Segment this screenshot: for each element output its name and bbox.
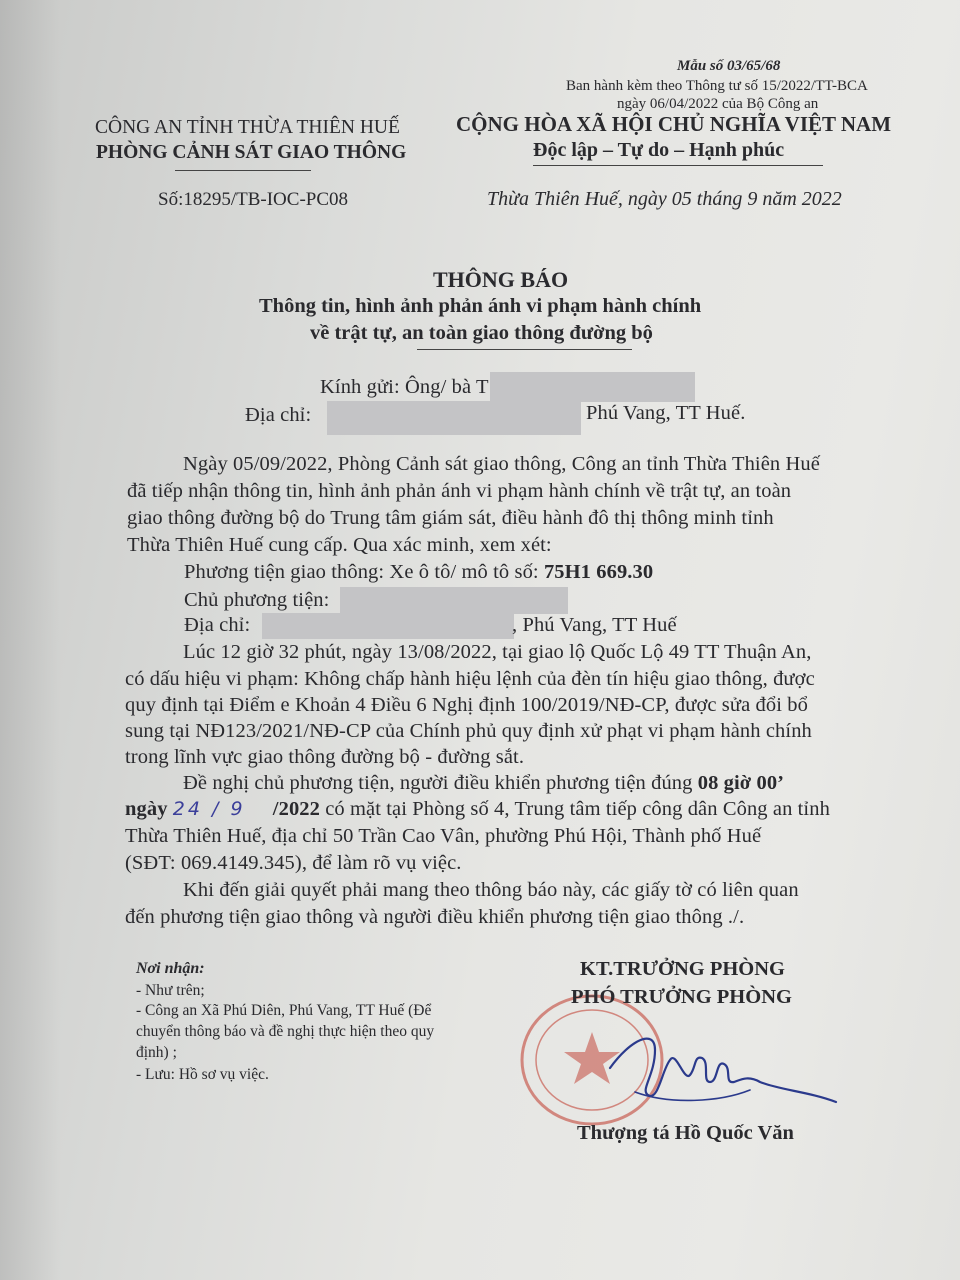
recipients-item-5: - Lưu: Hồ sơ vụ việc. xyxy=(136,1066,269,1083)
p1-line-3: giao thông đường bộ do Trung tâm giám sát, điều hành đô thị thông minh tỉnh xyxy=(127,507,774,529)
signature-name: Thượng tá Hồ Quốc Văn xyxy=(577,1122,794,1144)
vehicle-line xyxy=(184,561,653,584)
recipient-address-label: Địa chỉ: xyxy=(245,404,312,426)
national-title: CỘNG HÒA XÃ HỘI CHỦ NGHĨA VIỆT NAM xyxy=(456,112,892,136)
p2-line-4: sung tại NĐ123/2021/NĐ-CP của Chính phủ quy định xử phạt vi phạm hành chính xyxy=(125,720,812,742)
date-line: Thừa Thiên Huế, ngày 05 tháng 9 năm 2022 xyxy=(487,188,842,210)
motto-underline xyxy=(533,165,823,166)
agency-unit: PHÒNG CẢNH SÁT GIAO THÔNG xyxy=(96,142,407,163)
p4-line-2: đến phương tiện giao thông và người điều khiển phương tiện giao thông ./. xyxy=(125,906,745,928)
form-ref-line2: ngày 06/04/2022 của Bộ Công an xyxy=(617,96,819,112)
p1-line-2: đã tiếp nhận thông tin, hình ảnh phản ánh vi phạm hành chính về trật tự, an toàn xyxy=(127,480,792,502)
handwritten-date: 24 / 9 xyxy=(172,798,246,820)
signature-role-2: PHÓ TRƯỞNG PHÒNG xyxy=(571,986,792,1008)
agency-parent: CÔNG AN TỈNH THỪA THIÊN HUẾ xyxy=(95,117,400,138)
p3-line2-tail: có mặt tại Phòng số 4, Trung tâm tiếp công dân Công an tỉnh xyxy=(320,798,830,820)
form-code: Mẫu số 03/65/68 xyxy=(677,58,781,74)
vehicle-plate: 75H1 669.30 xyxy=(543,561,654,583)
p1-line-1: Ngày 05/09/2022, Phòng Cảnh sát giao thông, Công an tỉnh Thừa Thiên Huế xyxy=(183,453,820,475)
owner-label: Chủ phương tiện: xyxy=(184,589,330,611)
notice-subtitle-1: Thông tin, hình ảnh phản ánh vi phạm hành chính xyxy=(259,295,702,317)
agency-underline xyxy=(175,170,311,171)
redaction-owner-address xyxy=(262,613,514,639)
owner-address-label: Địa chỉ: xyxy=(184,614,251,636)
p4-line-1: Khi đến giải quyết phải mang theo thông báo này, các giấy tờ có liên quan xyxy=(183,879,799,901)
redaction-recipient-address xyxy=(327,401,581,435)
recipient-greeting: Kính gửi: Ông/ bà T xyxy=(320,376,489,398)
p2-line-2: có dấu hiệu vi phạm: Không chấp hành hiệu lệnh của đèn tín hiệu giao thông, được xyxy=(125,668,815,690)
p2-line-5: trong lĩnh vực giao thông đường bộ - đường sắt. xyxy=(125,746,525,768)
p3-line-3: Thừa Thiên Huế, địa chỉ 50 Trần Cao Vân, phường Phú Hội, Thành phố Huế xyxy=(125,825,762,847)
subtitle-underline xyxy=(417,349,632,350)
p1-line-4: Thừa Thiên Huế cung cấp. Qua xác minh, xem xét: xyxy=(127,534,552,556)
handwritten-signature xyxy=(600,1020,840,1110)
recipients-item-1: - Như trên; xyxy=(136,982,205,999)
p2-line-3: quy định tại Điểm e Khoản 4 Điều 6 Nghị định 100/2019/NĐ-CP, được sửa đổi bổ xyxy=(125,694,808,716)
recipients-item-3: chuyển thông báo và đề nghị thực hiện theo quy xyxy=(136,1023,435,1040)
recipients-item-2: - Công an Xã Phú Diên, Phú Vang, TT Huế (Để xyxy=(136,1002,432,1019)
p3-time: 08 giờ 00’ xyxy=(697,772,785,794)
p3-line-1 xyxy=(183,772,784,795)
vehicle-label: Phương tiện giao thông: Xe ô tô/ mô tô số: xyxy=(184,561,544,583)
p2-line-1: Lúc 12 giờ 32 phút, ngày 13/08/2022, tại giao lộ Quốc Lộ 49 TT Thuận An, xyxy=(183,641,812,663)
p3-line-4: (SĐT: 069.4149.345), để làm rõ vụ việc. xyxy=(125,852,462,874)
notice-heading: THÔNG BÁO xyxy=(433,267,569,292)
recipient-address-tail: Phú Vang, TT Huế. xyxy=(586,402,746,424)
p3-year: /2022 xyxy=(272,798,320,820)
p3-line-2 xyxy=(125,798,830,821)
owner-address-tail: , Phú Vang, TT Huế xyxy=(512,614,677,636)
p3-day-label: ngày xyxy=(125,798,168,820)
recipients-title: Nơi nhận: xyxy=(136,960,205,977)
page-edge-shadow xyxy=(0,0,60,1280)
redaction-owner-name xyxy=(340,587,568,614)
national-motto: Độc lập – Tự do – Hạnh phúc xyxy=(533,139,785,161)
p3-text: Đề nghị chủ phương tiện, người điều khiển phương tiện đúng xyxy=(183,772,698,794)
redaction-recipient-name xyxy=(490,372,695,402)
notice-subtitle-2: về trật tự, an toàn giao thông đường bộ xyxy=(310,322,653,344)
form-ref-line1: Ban hành kèm theo Thông tư số 15/2022/TT-BCA xyxy=(566,78,868,94)
signature-role-1: KT.TRƯỞNG PHÒNG xyxy=(580,958,785,980)
doc-number: Số:18295/TB-IOC-PC08 xyxy=(158,189,349,210)
recipients-item-4: định) ; xyxy=(136,1044,177,1061)
